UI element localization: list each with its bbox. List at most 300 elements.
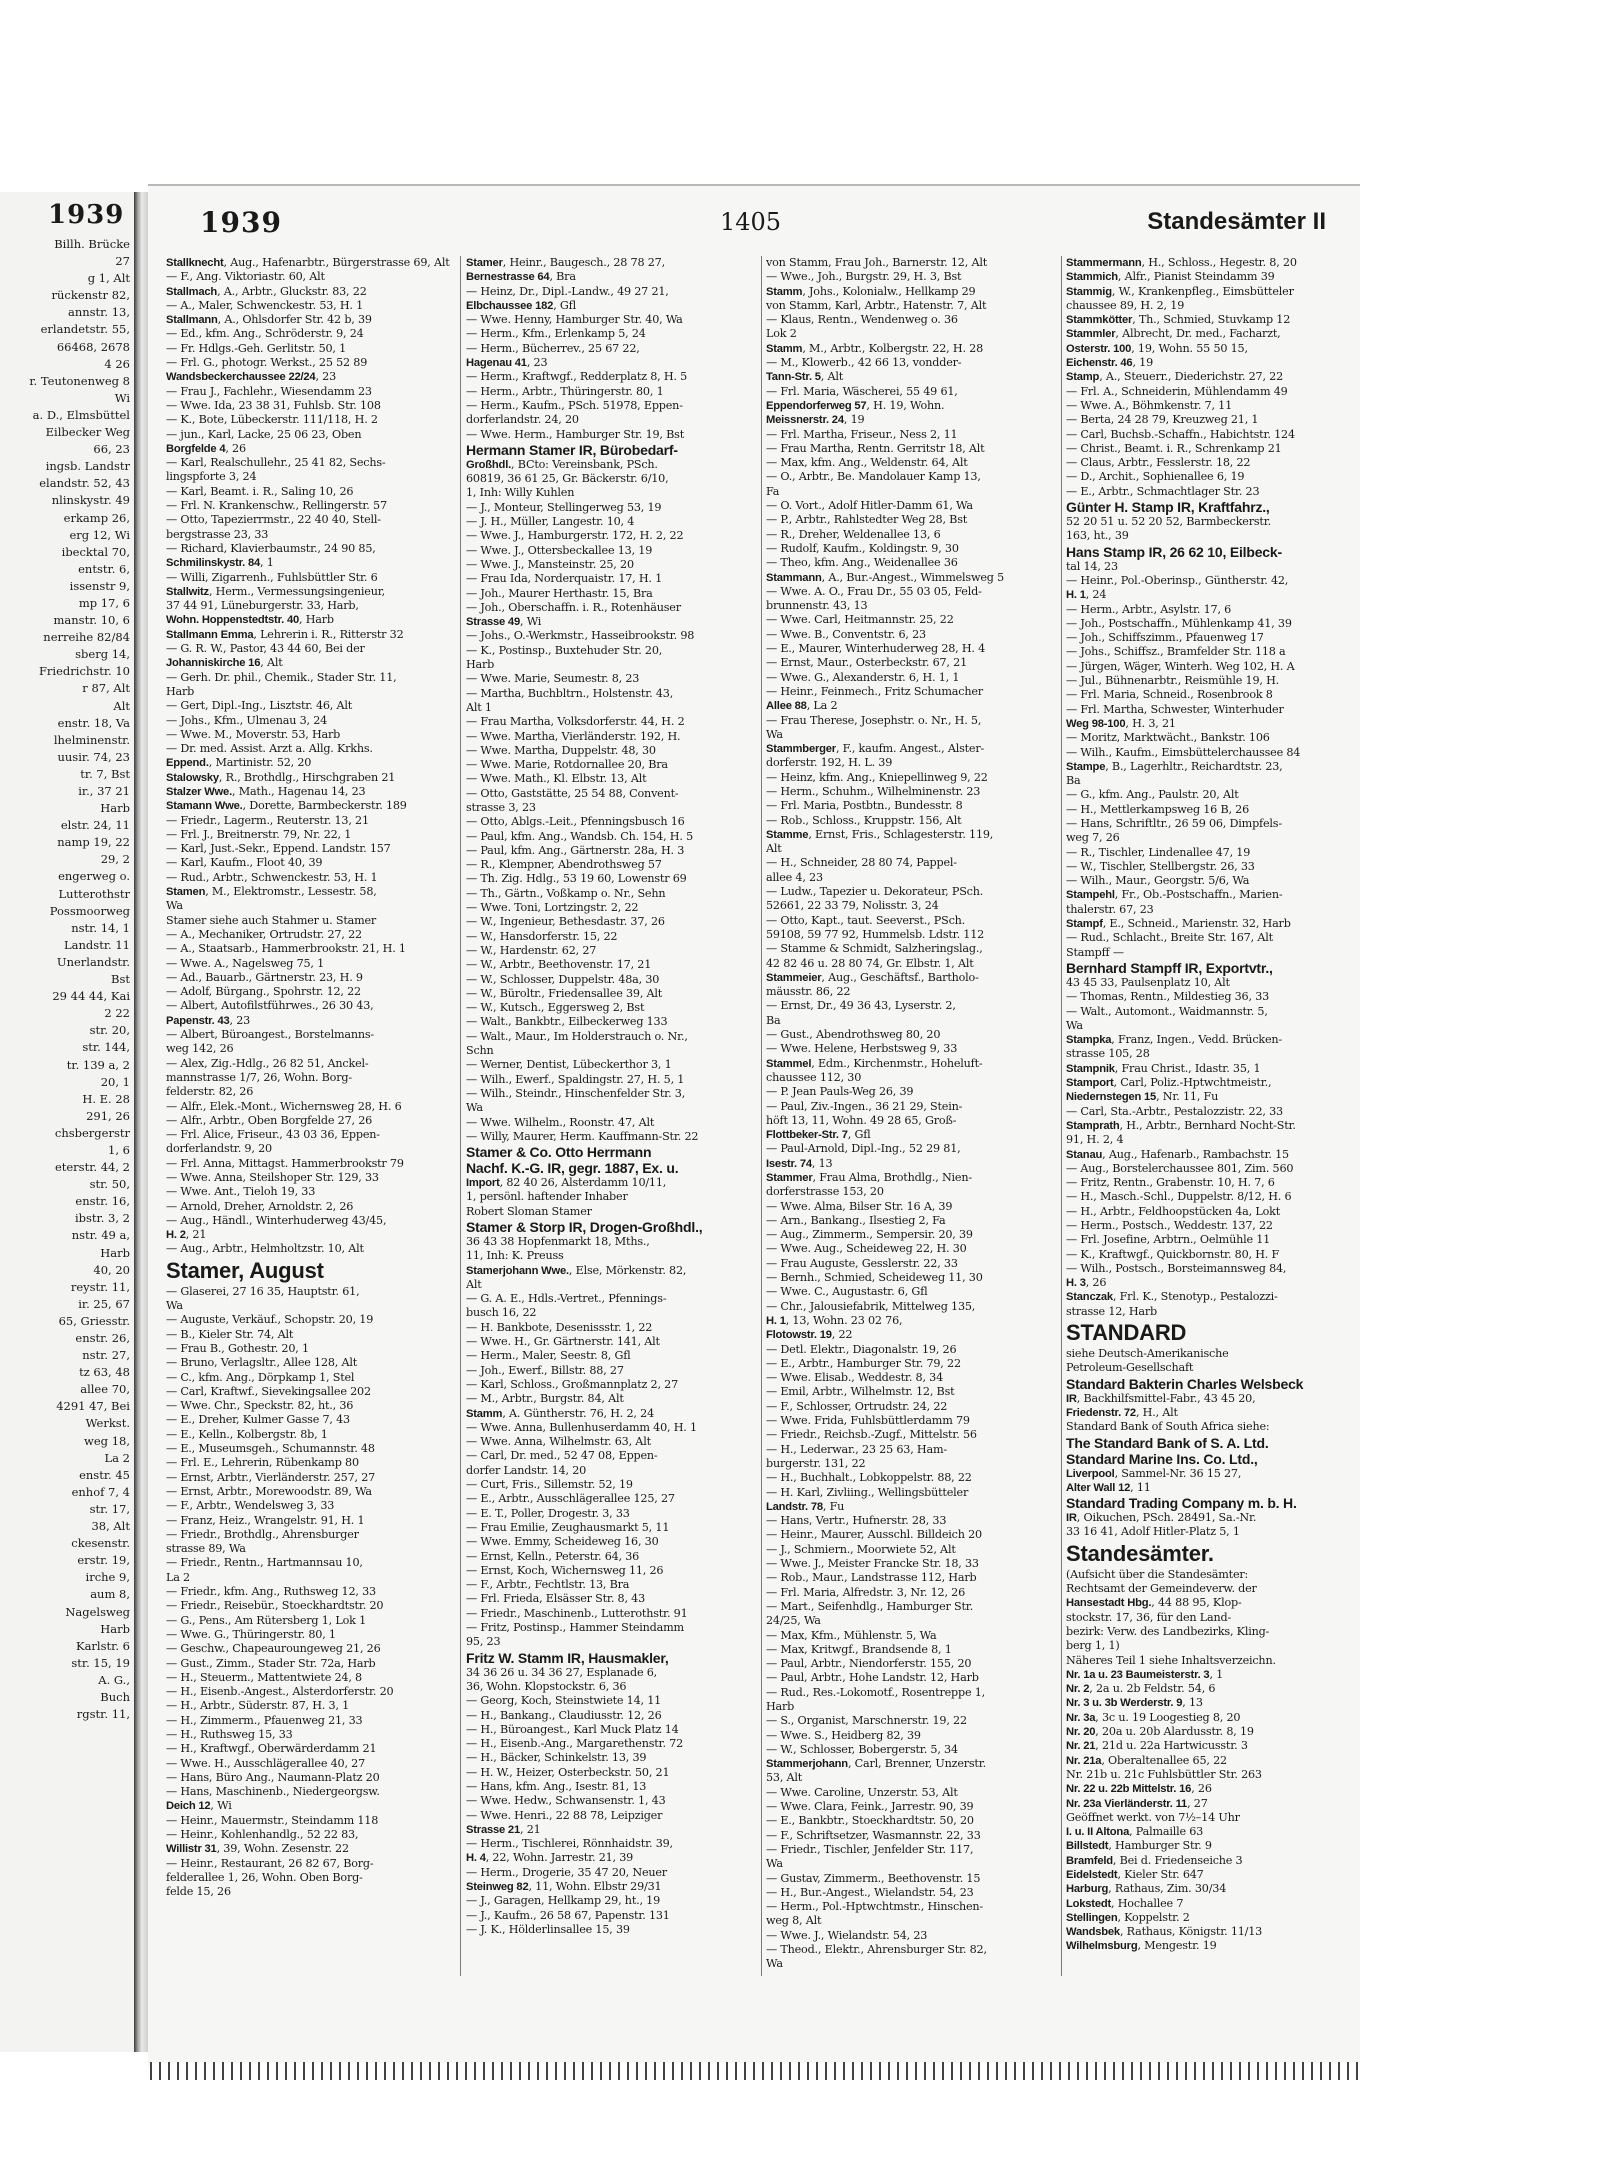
left-page-line: erstr. 19, xyxy=(77,1553,130,1568)
directory-entry: (Aufsicht über die Standesämter: xyxy=(1066,1567,1249,1581)
directory-entry: Stalowsky, R., Brothdlg., Hirschgraben 21 xyxy=(166,770,396,784)
directory-entry: — G. R. W., Pastor, 43 44 60, Bei der xyxy=(166,642,365,656)
directory-entry: — Wwe. J., Ottersbeckallee 13, 19 xyxy=(466,543,653,557)
directory-entry: — Richard, Klavierbaumstr., 24 90 85, xyxy=(166,541,376,555)
directory-entry: — Wwe. A. O., Frau Dr., 55 03 05, Feld- xyxy=(766,584,982,598)
left-page-line: nstr. 14, 1 xyxy=(71,920,130,935)
left-page-line: str. 15, 19 xyxy=(71,1655,130,1670)
directory-entry: — Gust., Abendrothsweg 80, 20 xyxy=(766,1028,941,1042)
directory-entry: — Wwe. M., Moverstr. 53, Harb xyxy=(166,727,341,741)
directory-entry: Alt 1 xyxy=(466,700,492,714)
directory-entry: strasse 12, Harb xyxy=(1066,1304,1157,1318)
directory-entry: Harb xyxy=(166,684,195,698)
directory-entry: H. 1, 13, Wohn. 23 02 76, xyxy=(766,1313,903,1327)
left-page-line: issenstr 9, xyxy=(69,578,130,593)
directory-entry: — H., Arbtr., Feldhoopstücken 4a, Lokt xyxy=(1066,1204,1280,1218)
left-page-line: a. D., Elmsbüttel xyxy=(32,407,130,422)
directory-entry: — E., Arbtr., Schmachtlager Str. 23 xyxy=(1066,484,1260,498)
directory-entry: 60819, 36 61 25, Gr. Bäckerstr. 6/10, xyxy=(466,472,669,486)
directory-entry: — Geschw., Chapeauroungeweg 21, 26 xyxy=(166,1642,381,1656)
directory-entry: — W., Hardenstr. 62, 27 xyxy=(466,943,597,957)
page-header xyxy=(148,202,1360,248)
directory-entry: Nr. 2, 2a u. 2b Feldstr. 54, 6 xyxy=(1066,1682,1216,1696)
directory-entry: felde 15, 26 xyxy=(166,1885,231,1899)
directory-entry: Stamp, A., Steuerr., Diederichstr. 27, 22 xyxy=(1066,370,1284,384)
directory-entry: — H., Bankang., Claudiusstr. 12, 26 xyxy=(466,1708,662,1722)
left-page-line: aum 8, xyxy=(90,1587,130,1602)
directory-entry: — Heinr., Feinmech., Fritz Schumacher xyxy=(766,684,983,698)
directory-entry: — Ed., kfm. Ang., Schröderstr. 9, 24 xyxy=(166,327,364,341)
directory-entry: Stammerjohann, Carl, Brenner, Unzerstr. xyxy=(766,1757,986,1771)
directory-entry: Nr. 21a, Oberaltenallee 65, 22 xyxy=(1066,1753,1227,1767)
directory-entry: dorferstrasse 153, 20 xyxy=(766,1185,884,1199)
directory-entry: — O., Arbtr., Be. Mandolauer Kamp 13, xyxy=(766,470,981,484)
directory-entry: Nr. 3 u. 3b Werderstr. 9, 13 xyxy=(1066,1696,1203,1710)
directory-entry: weg 142, 26 xyxy=(166,1042,234,1056)
directory-entry: — Jürgen, Wäger, Winterh. Weg 102, H. A xyxy=(1066,659,1295,673)
directory-entry: — E., Kelln., Kolbergstr. 8b, 1 xyxy=(166,1427,328,1441)
directory-entry: Stammich, Alfr., Pianist Steindamm 39 xyxy=(1066,270,1275,284)
directory-entry: höft 13, 11, Wohn. 49 28 65, Groß- xyxy=(766,1113,957,1127)
left-page-line: Possmoorweg xyxy=(49,903,130,918)
directory-entry: — Wwe. Carl, Heitmannstr. 25, 22 xyxy=(766,613,954,627)
directory-entry: von Stamm, Karl, Arbtr., Hatenstr. 7, Alt xyxy=(766,298,987,312)
directory-entry: — Fritz, Rentn., Grabenstr. 10, H. 7, 6 xyxy=(1066,1176,1275,1190)
directory-entry: — D., Archit., Sophienallee 6, 19 xyxy=(1066,470,1245,484)
directory-entry: — Mart., Seifenhdlg., Hamburger Str. xyxy=(766,1599,974,1613)
directory-entry: 1, Inh: Willy Kuhlen xyxy=(466,486,575,500)
directory-entry: — Wwe. Aug., Scheideweg 22, H. 30 xyxy=(766,1242,967,1256)
directory-entry: — Friedr., Reichsb.-Zugf., Mittelstr. 56 xyxy=(766,1428,977,1442)
directory-entry: — Wwe. H., Gr. Gärtnerstr. 141, Alt xyxy=(466,1335,660,1349)
directory-entry: — H., Schneider, 28 80 74, Pappel- xyxy=(766,856,957,870)
left-page-line: Harb xyxy=(100,801,130,816)
directory-entry: — Detl. Elektr., Diagonalstr. 19, 26 xyxy=(766,1342,957,1356)
directory-entry: H. 4, 22, Wohn. Jarrestr. 21, 39 xyxy=(466,1851,634,1865)
directory-entry: — K., Bote, Lübeckerstr. 111/118, H. 2 xyxy=(166,413,378,427)
directory-entry: — Heinr., Mauermstr., Steindamm 118 xyxy=(166,1813,379,1827)
left-page-line: uusir. 74, 23 xyxy=(57,749,130,764)
left-page-line: 20, 1 xyxy=(100,1074,130,1089)
directory-entry: — Max, Kfm., Mühlenstr. 5, Wa xyxy=(766,1628,937,1642)
directory-entry: Bramfeld, Bei d. Friedenseiche 3 xyxy=(1066,1853,1243,1867)
directory-entry: Hans Stamp IR, 26 62 10, Eilbeck- xyxy=(1066,543,1282,560)
directory-entry: — Wwe. Herm., Hamburger Str. 19, Bst xyxy=(466,427,684,441)
directory-entry: Stampf, E., Schneid., Marienstr. 32, Harb xyxy=(1066,917,1291,931)
directory-entry: weg 7, 26 xyxy=(1066,831,1120,845)
directory-entry: — Wilh., Maur., Georgstr. 5/6, Wa xyxy=(1066,874,1250,888)
directory-entry: — Frau J., Fachlehr., Wiesendamm 23 xyxy=(166,384,372,398)
directory-entry: Stamer, Heinr., Baugesch., 28 78 27, xyxy=(466,256,665,269)
directory-entry: Deich 12, Wi xyxy=(166,1799,232,1813)
left-page-line: Alt xyxy=(113,698,130,713)
section-title: Standesämter II xyxy=(1147,208,1326,235)
directory-entry: — H., Kraftwgf., Oberwärderdamm 21 xyxy=(166,1742,377,1756)
directory-entry: — H., Bäcker, Schinkelstr. 13, 39 xyxy=(466,1751,647,1765)
directory-entry: — H., Buchhalt., Lobkoppelstr. 88, 22 xyxy=(766,1471,972,1485)
directory-entry: — Albert, Büroangest., Borstelmanns- xyxy=(166,1028,374,1042)
directory-entry: — Alfr., Arbtr., Oben Borgfelde 27, 26 xyxy=(166,1113,373,1127)
directory-entry: Meissnerstr. 24, 19 xyxy=(766,413,865,427)
directory-entry: — Ernst, Arbtr., Vierländerstr. 257, 27 xyxy=(166,1470,376,1484)
directory-entry: — Frl. Josefine, Arbtrn., Oelmühle 11 xyxy=(1066,1233,1271,1247)
left-page-line: annstr. 13, xyxy=(67,305,130,320)
directory-entry: — Frau Emilie, Zeughausmarkt 5, 11 xyxy=(466,1520,670,1534)
directory-entry: Großhdl., BCto: Vereinsbank, PSch. xyxy=(466,457,658,471)
directory-entry: bergstrasse 23, 33 xyxy=(166,527,269,541)
directory-entry: — Karl, Kaufm., Floot 40, 39 xyxy=(166,856,323,870)
directory-entry: 91, H. 2, 4 xyxy=(1066,1133,1124,1147)
directory-entry: Stampka, Franz, Ingen., Vedd. Brücken- xyxy=(1066,1033,1282,1047)
left-page-line: g 1, Alt xyxy=(87,271,130,286)
left-page-line: r. Teutonenweg 8 xyxy=(29,373,130,388)
directory-entry: IR, Backhilfsmittel-Fabr., 43 45 20, xyxy=(1066,1391,1256,1405)
directory-entry: Stammig, W., Krankenpfleg., Eimsbütteler xyxy=(1066,284,1294,298)
directory-entry: — Frau Therese, Josephstr. o. Nr., H. 5, xyxy=(766,713,982,727)
directory-entry: dorferlandstr. 24, 20 xyxy=(466,413,579,427)
directory-entry: — Herm., Pol.-Hptwchtmstr., Hinschen- xyxy=(766,1900,984,1914)
column-3 xyxy=(766,256,1056,1976)
directory-entry: — K., Kraftwgf., Quickbornstr. 80, H. F xyxy=(1066,1247,1280,1261)
directory-entry: — Wwe. Henri., 22 88 78, Leipziger xyxy=(466,1808,663,1822)
directory-entry: dorferstr. 192, H. L. 39 xyxy=(766,756,893,770)
directory-entry: — Adolf, Bürgang., Spohrstr. 12, 22 xyxy=(166,985,361,999)
directory-entry: — S., Organist, Marschnerstr. 19, 22 xyxy=(766,1714,967,1728)
left-page-line: La 2 xyxy=(104,1450,130,1465)
directory-entry: — F., Schlosser, Ortrudstr. 24, 22 xyxy=(766,1399,948,1413)
directory-entry: — Wwe. Math., Kl. Elbstr. 13, Alt xyxy=(466,772,647,786)
directory-entry: Borgfelde 4, 26 xyxy=(166,441,246,455)
directory-entry: — Herm., Kaufm., PSch. 51978, Eppen- xyxy=(466,398,683,412)
directory-entry: — H., Eisenb.-Angest., Alsterdorferstr. 20 xyxy=(166,1685,394,1699)
directory-entry: chaussee 112, 30 xyxy=(766,1070,862,1084)
directory-entry: — Frl. Maria, Wäscherei, 55 49 61, xyxy=(766,384,958,398)
left-page-line: 29, 2 xyxy=(100,852,130,867)
directory-entry: — Wwe. Ida, 23 38 31, Fuhlsb. Str. 108 xyxy=(166,398,381,412)
left-page-line: entstr. 6, xyxy=(78,561,130,576)
directory-entry: Harburg, Rathaus, Zim. 30/34 xyxy=(1066,1882,1227,1896)
directory-entry: — Claus, Arbtr., Fesslerstr. 18, 22 xyxy=(1066,456,1251,470)
directory-entry: — G., kfm. Ang., Paulstr. 20, Alt xyxy=(1066,788,1239,802)
directory-entry: — F., Arbtr., Wendelsweg 3, 33 xyxy=(166,1499,335,1513)
left-page-line: Lutterothstr xyxy=(58,886,130,901)
directory-entry: — H., Lederwar., 23 25 63, Ham- xyxy=(766,1442,947,1456)
directory-entry: burgerstr. 131, 22 xyxy=(766,1456,866,1470)
left-page-line: Harb xyxy=(100,1245,130,1260)
directory-entry: — F., Ang. Viktoriastr. 60, Alt xyxy=(166,270,325,284)
directory-entry: Stamport, Carl, Poliz.-Hptwchtmeistr., xyxy=(1066,1076,1272,1090)
directory-entry: — Wilh., Steindr., Hinschenfelder Str. 3, xyxy=(466,1086,686,1100)
directory-entry: — Rud., Res.-Lokomotf., Rosentreppe 1, xyxy=(766,1685,986,1699)
directory-entry: Stamerjohann Wwe., Else, Mörkenstr. 82, xyxy=(466,1263,687,1277)
directory-entry: Fa xyxy=(766,484,780,498)
directory-entry: — Albert, Autofilstführwes., 26 30 43, xyxy=(166,999,374,1013)
left-page-line: 40, 20 xyxy=(93,1262,130,1277)
directory-entry: Flottbeker-Str. 7, Gfl xyxy=(766,1128,871,1142)
directory-entry: — Joh., Maurer Herthastr. 15, Bra xyxy=(466,586,653,600)
directory-entry: Wohn. Hoppenstedtstr. 40, Harb xyxy=(166,613,334,627)
directory-entry: — P., Arbtr., Rahlstedter Weg 28, Bst xyxy=(766,513,968,527)
directory-entry: Strasse 49, Wi xyxy=(466,615,542,629)
directory-entry: — A., Maler, Schwenckestr. 53, H. 1 xyxy=(166,298,364,312)
left-page-line: Nagelsweg xyxy=(65,1604,130,1619)
directory-entry: — E., Dreher, Kulmer Gasse 7, 43 xyxy=(166,1413,350,1427)
directory-entry: — Wwe. Ant., Tieloh 19, 33 xyxy=(166,1185,316,1199)
directory-entry: — J., Garagen, Hellkamp 29, ht., 19 xyxy=(466,1894,661,1908)
directory-entry: Harb xyxy=(766,1699,795,1713)
directory-entry: Nr. 20, 20a u. 20b Alardusstr. 8, 19 xyxy=(1066,1725,1254,1739)
directory-entry: — Wwe. J., Hamburgerstr. 172, H. 2, 22 xyxy=(466,529,684,543)
directory-entry: 52661, 22 33 79, Nolisstr. 3, 24 xyxy=(766,899,939,913)
directory-entry: — Wwe. Alma, Bilser Str. 16 A, 39 xyxy=(766,1199,953,1213)
directory-entry: — B., Kieler Str. 74, Alt xyxy=(166,1327,294,1341)
directory-entry: Hermann Stamer IR, Bürobedarf- xyxy=(466,441,678,458)
left-page-line: erlandetstr. 55, xyxy=(40,322,130,337)
directory-entry: felderstr. 82, 26 xyxy=(166,1085,254,1099)
directory-entry: — Wwe. Marie, Rotdornallee 20, Bra xyxy=(466,758,668,772)
directory-entry: — Gert, Dipl.-Ing., Lisztstr. 46, Alt xyxy=(166,699,353,713)
directory-entry: — Rud., Arbtr., Schwenckestr. 53, H. 1 xyxy=(166,870,378,884)
directory-entry: — W., Tischler, Stellbergstr. 26, 33 xyxy=(1066,859,1255,873)
left-page-line: str. 17, xyxy=(89,1501,130,1516)
directory-entry: — Walt., Bankbtr., Eilbeckerweg 133 xyxy=(466,1015,668,1029)
directory-entry: — Chr., Jalousiefabrik, Mittelweg 135, xyxy=(766,1299,976,1313)
directory-entry: — Wwe. A., Nagelsweg 75, 1 xyxy=(166,956,325,970)
directory-entry: — Frl. Maria, Schneid., Rosenbrook 8 xyxy=(1066,688,1273,702)
directory-entry: Näheres Teil 1 siehe Inhaltsverzeichn. xyxy=(1066,1653,1276,1667)
directory-entry: — Aug., Zimmerm., Sempersir. 20, 39 xyxy=(766,1228,973,1242)
directory-entry: — Wwe. Chr., Speckstr. 82, ht., 36 xyxy=(166,1399,354,1413)
directory-entry: — Ernst, Dr., 49 36 43, Lyserstr. 2, xyxy=(766,999,956,1013)
column-4 xyxy=(1066,256,1356,1976)
left-page-line: rückenstr 82, xyxy=(51,288,130,303)
column-1 xyxy=(166,256,454,1976)
directory-entry: 24/25, Wa xyxy=(766,1614,821,1628)
directory-entry: bezirk: Verw. des Landbezirks, Kling- xyxy=(1066,1624,1270,1638)
directory-entry: — Wwe. Anna, Steilshoper Str. 129, 33 xyxy=(166,1171,379,1184)
directory-entry: — Carl, Kraftwf., Sievekingsallee 202 xyxy=(166,1384,371,1398)
directory-entry: Stammermann, H., Schloss., Hegestr. 8, 20 xyxy=(1066,256,1297,269)
directory-entry: — Frl. J., Breitnerstr. 79, Nr. 22, 1 xyxy=(166,827,352,841)
left-page-line: nstr. 49 a, xyxy=(71,1228,130,1243)
directory-entry: Wa xyxy=(1066,1018,1083,1032)
directory-entry: — Wwe. Martha, Vierländerstr. 192, H. xyxy=(466,729,681,743)
directory-entry: Liverpool, Sammel-Nr. 36 15 27, xyxy=(1066,1466,1242,1480)
directory-entry: Stamer, August xyxy=(166,1257,324,1283)
directory-entry: — Wwe. J., Mansteinstr. 25, 20 xyxy=(466,557,634,571)
directory-entry: — Frl. G., photogr. Werkst., 25 52 89 xyxy=(166,356,368,370)
directory-entry: — Wilh., Ewerf., Spaldingstr. 27, H. 5, 1 xyxy=(466,1072,685,1086)
left-page-year: 1939 xyxy=(48,200,125,230)
directory-entry: — W., Schlosser, Bobergerstr. 5, 34 xyxy=(766,1742,958,1756)
directory-entry: — Max, kfm. Ang., Weldenstr. 64, Alt xyxy=(766,456,968,470)
left-page-line: elandstr. 52, 43 xyxy=(39,476,130,491)
directory-entry: — W., Ingenieur, Bethesdastr. 37, 26 xyxy=(466,915,665,929)
directory-entry: — Frl. Frieda, Elsässer Str. 8, 43 xyxy=(466,1592,646,1606)
directory-entry: — Jul., Bühnenarbtr., Reismühle 19, H. xyxy=(1066,674,1280,688)
directory-entry: Alter Wall 12, 11 xyxy=(1066,1480,1151,1494)
directory-entry: — E., Arbtr., Hamburger Str. 79, 22 xyxy=(766,1356,961,1370)
directory-entry: — Th., Gärtn., Voßkamp o. Nr., Sehn xyxy=(466,886,666,900)
directory-entry: — Friedr., Reisebür., Stoeckhardtstr. 20 xyxy=(166,1599,384,1613)
directory-entry: Strasse 21, 21 xyxy=(466,1822,541,1836)
left-page-line: allee 70, xyxy=(80,1382,130,1397)
left-page-line: 65, Griesstr. xyxy=(58,1313,130,1328)
directory-entry: Stammel, Edm., Kirchenmstr., Hoheluft- xyxy=(766,1056,983,1070)
left-page-line: Karlstr. 6 xyxy=(75,1638,130,1653)
directory-entry: — Joh., Oberschaffn. i. R., Rotenhäuser xyxy=(466,600,681,614)
directory-entry: — Friedr., Tischler, Jenfelder Str. 117, xyxy=(766,1842,974,1856)
directory-entry: — Heinr., Kohlenhandlg., 52 22 83, xyxy=(166,1828,359,1842)
directory-entry: — G., Pens., Am Rütersberg 1, Lok 1 xyxy=(166,1613,366,1627)
left-page-line: str. 50, xyxy=(89,1177,130,1192)
directory-entry: Elbchaussee 182, Gfl xyxy=(466,298,576,312)
directory-entry: — Frau B., Gothestr. 20, 1 xyxy=(166,1341,309,1355)
directory-entry: Hansestadt Hbg., 44 88 95, Klop- xyxy=(1066,1596,1242,1610)
directory-entry: thalerstr. 67, 23 xyxy=(1066,902,1154,916)
directory-entry: Nr. 3a, 3c u. 19 Loogestieg 8, 20 xyxy=(1066,1710,1241,1724)
directory-entry: Stammeier, Aug., Geschäftsf., Bartholo- xyxy=(766,970,979,984)
directory-entry: — Carl, Dr. med., 52 47 08, Eppen- xyxy=(466,1449,658,1463)
directory-entry: — Friedr., Lagerm., Reuterstr. 13, 21 xyxy=(166,813,369,827)
page-year: 1939 xyxy=(200,206,282,239)
directory-entry: Stallmann Emma, Lehrerin i. R., Ritterstr 32 xyxy=(166,627,404,641)
directory-entry: Stampehl, Fr., Ob.-Postschaffn., Marien- xyxy=(1066,888,1283,902)
directory-entry: — J., Kaufm., 26 58 67, Papenstr. 131 xyxy=(466,1908,670,1922)
page-number: 1405 xyxy=(720,208,782,236)
directory-entry: Stamer siehe auch Stahmer u. Stamer xyxy=(166,913,377,927)
left-page-line: ir., 37 21 xyxy=(78,784,130,798)
directory-entry: — Theo, kfm. Ang., Weidenallee 36 xyxy=(766,556,958,570)
directory-entry: — Franz, Heiz., Wrangelstr. 91, H. 1 xyxy=(166,1513,365,1527)
directory-entry: — Dr. med. Assist. Arzt a. Allg. Krkhs. xyxy=(166,742,373,756)
directory-entry: Stammkötter, Th., Schmied, Stuvkamp 12 xyxy=(1066,313,1291,327)
directory-entry: Ba xyxy=(1066,774,1081,788)
directory-entry: Nachf. K.-G. IR, gegr. 1887, Ex. u. xyxy=(466,1160,679,1177)
left-page-line: namp 19, 22 xyxy=(57,835,130,850)
directory-entry: — jun., Karl, Lacke, 25 06 23, Oben xyxy=(166,427,362,441)
directory-entry: — P. Jean Pauls-Weg 26, 39 xyxy=(766,1085,914,1099)
directory-entry: allee 4, 23 xyxy=(766,870,823,884)
directory-entry: — Herm., Tischlerei, Rönnhaidstr. 39, xyxy=(466,1837,673,1851)
directory-entry: Geöffnet werkt. von 7½–14 Uhr xyxy=(1066,1810,1240,1824)
directory-entry: — Christ., Beamt. i. R., Schrenkamp 21 xyxy=(1066,441,1282,455)
directory-entry: chaussee 89, H. 2, 19 xyxy=(1066,298,1185,312)
directory-entry: — Wwe. Wilhelm., Roonstr. 47, Alt xyxy=(466,1115,655,1129)
directory-entry: Stamm, A. Güntherstr. 76, H. 2, 24 xyxy=(466,1406,654,1420)
directory-entry: Wa xyxy=(766,1957,783,1971)
directory-entry: Eppend., Martinistr. 52, 20 xyxy=(166,756,312,770)
directory-entry: — Emil, Arbtr., Wilhelmstr. 12, Bst xyxy=(766,1385,955,1399)
directory-columns xyxy=(166,256,1356,1976)
left-page-line: enstr. 16, xyxy=(75,1194,130,1209)
directory-entry: — Aug., Händl., Winterhuderweg 43/45, xyxy=(166,1213,387,1227)
directory-entry: — Ernst, Maur., Osterbeckstr. 67, 21 xyxy=(766,656,967,670)
directory-entry: — Paul, Ziv.-Ingen., 36 21 29, Stein- xyxy=(766,1099,963,1113)
directory-entry: — Otto, Gaststätte, 25 54 88, Convent- xyxy=(466,786,679,800)
directory-entry: — Joh., Ewerf., Billstr. 88, 27 xyxy=(466,1363,624,1377)
directory-entry: Harb xyxy=(466,658,495,672)
directory-entry: — Johs., O.-Werkmstr., Hasseibrookstr. 98 xyxy=(466,629,695,643)
directory-entry: Wa xyxy=(466,1101,483,1115)
directory-entry: von Stamm, Frau Joh., Barnerstr. 12, Alt xyxy=(766,256,987,269)
left-page-line: ibecktal 70, xyxy=(61,544,130,559)
directory-entry: IR, Oikuchen, PSch. 28491, Sa.-Nr. xyxy=(1066,1511,1257,1525)
directory-entry: — Friedr., Rentn., Hartmannsau 10, xyxy=(166,1556,363,1570)
directory-entry: — Ernst, Arbtr., Morewoodstr. 89, Wa xyxy=(166,1484,372,1498)
directory-entry: — Walt., Maur., Im Holderstrauch o. Nr., xyxy=(466,1029,688,1043)
left-page-line: 4 26 xyxy=(104,356,130,371)
left-page-line: tr. 139 a, 2 xyxy=(66,1057,130,1072)
directory-entry: — Hans, Büro Ang., Naumann-Platz 20 xyxy=(166,1770,380,1784)
directory-entry: Stellingen, Koppelstr. 2 xyxy=(1066,1910,1190,1924)
directory-entry: Wandsbeckerchaussee 22/24, 23 xyxy=(166,370,336,384)
directory-entry: — Berta, 24 28 79, Kreuzweg 21, 1 xyxy=(1066,413,1259,427)
left-page-line: 66, 23 xyxy=(93,442,130,457)
directory-entry: Osterstr. 100, 19, Wohn. 55 50 15, xyxy=(1066,341,1248,355)
directory-entry: — Heinr., Restaurant, 26 82 67, Borg- xyxy=(166,1856,374,1870)
directory-entry: — J., Schmiern., Moorwiete 52, Alt xyxy=(766,1542,956,1556)
directory-entry: — Gustav, Zimmerm., Beethovenstr. 15 xyxy=(766,1871,981,1885)
directory-entry: Standesämter. xyxy=(1066,1540,1214,1566)
directory-entry: — Hans, Maschinenb., Niedergeorgsw. xyxy=(166,1785,380,1799)
directory-entry: — Herm., Arbtr., Asylstr. 17, 6 xyxy=(1066,602,1232,616)
directory-entry: Stallmann, A., Ohlsdorfer Str. 42 b, 39 xyxy=(166,313,372,327)
directory-entry: weg 8, Alt xyxy=(766,1914,822,1928)
directory-entry: — Wwe. S., Heidberg 82, 39 xyxy=(766,1728,921,1742)
directory-entry: Eichenstr. 46, 19 xyxy=(1066,356,1153,370)
directory-entry: — C., kfm. Ang., Dörpkamp 1, Stel xyxy=(166,1370,355,1384)
directory-entry: — Bruno, Verlagsltr., Allee 128, Alt xyxy=(166,1356,358,1370)
directory-entry: Stamann Wwe., Dorette, Barmbeckerstr. 189 xyxy=(166,799,407,813)
left-page-line: nlinskystr. 49 xyxy=(51,493,130,508)
column-divider xyxy=(761,256,762,1976)
directory-entry: — Frl. Maria, Postbtn., Bundesstr. 8 xyxy=(766,799,963,813)
directory-entry: Hagenau 41, 23 xyxy=(466,356,548,370)
directory-entry: — A., Mechaniker, Ortrudstr. 27, 22 xyxy=(166,927,362,941)
directory-entry: — Stamme & Schmidt, Salzheringslag., xyxy=(766,942,983,956)
directory-entry: — Willy, Maurer, Herm. Kauffmann-Str. 22 xyxy=(466,1129,699,1143)
directory-entry: berg 1, 1) xyxy=(1066,1639,1120,1653)
directory-entry: Standard Bank of South Africa siehe: xyxy=(1066,1420,1270,1434)
directory-entry: — Johs., Kfm., Ulmenau 3, 24 xyxy=(166,713,328,727)
directory-entry: — Joh., Schiffszimm., Pfauenweg 17 xyxy=(1066,631,1264,645)
directory-entry: — K., Postinsp., Buxtehuder Str. 20, xyxy=(466,643,663,657)
directory-entry: Standard Marine Ins. Co. Ltd., xyxy=(1066,1450,1258,1467)
directory-entry: Günter H. Stamp IR, Kraftfahrz., xyxy=(1066,499,1270,516)
directory-entry: Stampff — xyxy=(1066,945,1124,959)
directory-entry: — R., Klempner, Abendrothsweg 57 xyxy=(466,858,662,872)
directory-entry: — J. K., Hölderlinsallee 15, 39 xyxy=(466,1922,630,1936)
directory-entry: — Klaus, Rentn., Wendenweg o. 36 xyxy=(766,313,958,327)
left-page-line: ingsb. Landstr xyxy=(45,459,130,474)
directory-entry: strasse 89, Wa xyxy=(166,1542,246,1556)
left-page-line: manstr. 10, 6 xyxy=(53,613,130,628)
directory-entry: H. 1, 24 xyxy=(1066,588,1107,602)
directory-entry: — Herm., Schuhm., Wilhelminenstr. 23 xyxy=(766,784,981,798)
directory-entry: — Frau Martha, Rentn. Gerritstr 18, Alt xyxy=(766,441,985,455)
directory-entry: — R., Dreher, Weldenallee 13, 6 xyxy=(766,527,941,541)
directory-entry: — Wwe., Joh., Burgstr. 29, H. 3, Bst xyxy=(766,270,962,284)
directory-entry: — Ernst, Kelln., Peterstr. 64, 36 xyxy=(466,1549,640,1563)
directory-entry: La 2 xyxy=(166,1570,190,1584)
directory-entry: — Hans, kfm. Ang., Isestr. 81, 13 xyxy=(466,1779,647,1793)
directory-entry: — Paul, Arbtr., Hohe Landstr. 12, Harb xyxy=(766,1671,979,1685)
directory-entry: — Herm., Kraftwgf., Redderplatz 8, H. 5 xyxy=(466,370,688,384)
directory-entry: — Paul-Arnold, Dipl.-Ing., 52 29 81, xyxy=(766,1142,961,1156)
directory-entry: — Frau Martha, Volksdorferstr. 44, H. 2 xyxy=(466,715,685,729)
directory-entry: — Friedr., kfm. Ang., Ruthsweg 12, 33 xyxy=(166,1585,376,1599)
